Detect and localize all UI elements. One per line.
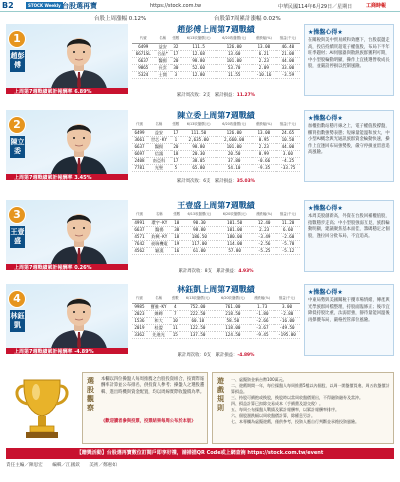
analyst-name: 林鈺凱 (10, 310, 25, 332)
table-cell: 燁輝 (147, 310, 170, 317)
table-cell: 2019 (132, 324, 147, 331)
table-cell: -5.12 (276, 247, 300, 254)
table-cell: 126.00 (216, 129, 252, 136)
table-cell: 124.50 (215, 331, 250, 338)
table-cell: -2.56 (252, 240, 276, 247)
table-cell: 環宇-KY (147, 219, 172, 226)
table-cell: 南亞科 (147, 157, 171, 164)
table-cell: 114.00 (217, 240, 252, 247)
table-cell: 13.00 (252, 129, 276, 136)
table-cell: -2.80 (274, 310, 300, 317)
col-header: 6/20收盤價(元) (216, 121, 252, 129)
table-cell: 2.23 (252, 143, 276, 150)
portfolio-table (132, 200, 300, 276)
table-cell: 12.80 (181, 71, 217, 78)
table-cell: 和大 (147, 317, 170, 324)
rules-title: 遊戲規則 (217, 377, 224, 412)
credit-art: 美術／鄭惠如 (89, 463, 117, 468)
table-cell: -3.49 (252, 233, 276, 240)
col-header: 6/20收盤價(元) (216, 35, 252, 43)
return-banner: 上周第7週戰績累計報酬率 3.45% (6, 174, 128, 180)
table-cell: -10.16 (252, 71, 276, 78)
table-row (132, 310, 300, 317)
table-cell: 54.10 (216, 164, 252, 171)
strategy-note (304, 110, 394, 182)
table-cell: 37.80 (216, 157, 252, 164)
table-row (132, 157, 300, 164)
col-header: 代號 (132, 295, 147, 303)
table-cell: 11 (170, 324, 180, 331)
table-cell: 2,635.00 (181, 136, 217, 143)
person-portrait (44, 30, 114, 94)
table-cell: 122.50 (180, 324, 215, 331)
rank-badge: 2 (8, 116, 26, 134)
table-cell: 20 (171, 143, 181, 150)
table-cell: 2.23 (252, 57, 276, 64)
table-cell: 6671SL (132, 50, 155, 57)
return-banner: 上周第7週戰績累計報酬率 -4.89% (6, 348, 128, 354)
table-cell: 世芯-KY (147, 136, 171, 143)
table-cell: 32 (171, 43, 181, 50)
table-cell: -2.66 (250, 317, 274, 324)
credits (6, 462, 125, 468)
table-cell: 3.60 (276, 150, 300, 157)
table-cell: 24.65 (276, 129, 300, 136)
table-cell: 222.50 (180, 310, 215, 317)
table-cell: 10 (172, 219, 182, 226)
table-row (132, 240, 300, 247)
table-cell: -3.67 (250, 324, 274, 331)
rule-item: 四、損益計算已扣除交易成本（手續費及證交稅）。 (231, 401, 323, 406)
table-cell: 17 (171, 50, 181, 57)
rank-badge: 4 (8, 290, 26, 308)
table-cell: 137.50 (180, 331, 215, 338)
analyst-photo (6, 200, 128, 270)
col-header: 6/13收盤價(元) (181, 121, 217, 129)
table-cell: -1.80 (250, 310, 274, 317)
table-header-row (132, 211, 300, 219)
index-cumulative: 台股第7周累計漲幅 0.02% (214, 16, 281, 22)
table-row (132, 317, 300, 324)
table-row (132, 331, 300, 338)
table-row (132, 226, 300, 233)
table-row (132, 324, 300, 331)
table-cell: 752.00 (180, 303, 215, 310)
analyst-card (6, 200, 394, 276)
table-row (132, 143, 300, 150)
page-number: B2 (2, 1, 14, 10)
table-cell: 益安 (155, 43, 171, 50)
table-cell: 7642 (132, 240, 147, 247)
table-cell: 光聖 (147, 164, 171, 171)
col-header: 張數 (171, 35, 181, 43)
observer-title: 選股觀察 (87, 377, 94, 412)
table-cell: 101.00 (216, 57, 252, 64)
table-cell: 4571 (132, 233, 147, 240)
table-header-row (132, 121, 300, 129)
rule-item: 一、虛擬資金新台幣100萬元。 (231, 377, 287, 382)
table-cell: 鈞興-KY (147, 233, 172, 240)
portfolio-table (132, 284, 300, 360)
col-header: 漲跌幅(%) (252, 35, 276, 43)
col-header: 代號 (132, 211, 147, 219)
table-cell: 17 (171, 157, 181, 164)
col-header: 張數 (170, 295, 180, 303)
col-header: 6/13收盤價(元) (182, 211, 217, 219)
table-cell: 90.30 (182, 219, 217, 226)
analyst-name: 王壹盛 (10, 226, 25, 248)
table-summary: 累計周次收：2支 累計損益：11.27% (176, 93, 256, 98)
table-cell: 0.99 (252, 150, 276, 157)
table-cell: 7 (170, 310, 180, 317)
portfolio-table (132, 110, 300, 186)
table-cell: 3661 (132, 136, 147, 143)
table-cell: 寶雅-KY (147, 303, 170, 310)
table-cell: 6637 (132, 143, 147, 150)
promo-banner[interactable]: 【贈獎活動】台股選再寶數位訂閱戶即享好禮，請掃描QR Code或上網查詢 https://stock.com.tw/event (6, 448, 394, 459)
rank-badge: 1 (8, 30, 26, 48)
table-cell: 17 (171, 129, 181, 136)
table-cell: 士開 (155, 71, 171, 78)
table-cell: 醫揚 (147, 226, 172, 233)
table-cell: 13.00 (252, 43, 276, 50)
col-header: 6/13收盤價(元) (180, 295, 215, 303)
table-cell: 信鴻 (147, 150, 171, 157)
table-header-row (132, 295, 300, 303)
observer-highlight: 《歡迎讀者參與投票，投票結果每周公布於本版》 (101, 419, 196, 424)
strategy-note (304, 24, 394, 96)
col-header: 損益(千元) (276, 35, 300, 43)
table-cell: 21.08 (276, 50, 300, 57)
table-cell: 2.23 (252, 226, 276, 233)
table-cell: -49.50 (274, 324, 300, 331)
trophy-image (6, 372, 78, 444)
table-cell: 先進光 (147, 331, 170, 338)
person-portrait (44, 290, 114, 354)
table-cell: 5324 (132, 71, 155, 78)
analyst-card (6, 284, 394, 360)
table-cell: 穎漢 (147, 247, 172, 254)
col-header: 損益(千元) (276, 121, 300, 129)
rank-badge: 3 (8, 206, 26, 224)
col-header: 損益(千元) (274, 295, 300, 303)
table-cell: 20.30 (181, 150, 217, 157)
cumulative-return: 4.93% (238, 269, 254, 274)
table-cell: 6637 (132, 57, 155, 64)
table-cell: 761.00 (215, 303, 250, 310)
table-cell: 1.73 (250, 303, 274, 310)
table-cell: 4 (170, 303, 180, 310)
analyst-card (6, 24, 394, 100)
table-cell: -9.45 (250, 331, 274, 338)
col-header: 漲跌幅(%) (252, 211, 276, 219)
return-banner: 上周第7週戰績累計報酬率 6.89% (6, 88, 128, 94)
note-title: ★操盤心得★ (308, 115, 343, 122)
table-cell: 15 (170, 331, 180, 338)
table-cell: -195.00 (274, 331, 300, 338)
table-title: 林鈺凱上周第7週戰績 (177, 285, 255, 294)
table-cell: 4562 (132, 247, 147, 254)
person-portrait (44, 206, 114, 270)
table-cell: 101.00 (216, 143, 252, 150)
table-cell: 126.00 (216, 43, 252, 50)
table-cell: 218.50 (215, 310, 250, 317)
table-cell: 合晶* (155, 50, 171, 57)
col-header: 損益(千元) (276, 211, 300, 219)
note-text: 本周美股創新高，外資在台股回補權值股，指數穩步走高；中小型股強弱互見，族群輪動明顯，建議聚焦基本面佳、籌碼穩定之個股，逢拉回分批布局，不宜追高。 (308, 214, 390, 239)
table-cell: 9865 (132, 64, 155, 71)
table-cell: 11.20 (276, 219, 300, 226)
rule-item: 二、遊戲期間一年，每位操盤人每周推薦5檔以內個股，以周一開盤價買進、周五收盤價計算損益。 (231, 383, 390, 394)
table-cell: 醫揚 (155, 57, 171, 64)
table-cell: -0.66 (252, 157, 276, 164)
table-cell: 44.00 (276, 143, 300, 150)
table-cell: -2.60 (276, 233, 300, 240)
note-text: 中東局勢與美國關稅干擾市場情緒，傳產與光學族群回檔整理，持股面臨修正；後市宜降低持股比重，汰弱留強，靜待量能回溫後再擇優布局，嚴格控管部位風險。 (308, 298, 390, 323)
table-cell: 10.50 (276, 136, 300, 143)
table-cell: -16.00 (274, 317, 300, 324)
rule-item: 六、個股漲跌幅以周收盤價計算，除權息另計。 (231, 413, 315, 418)
table-cell: 6637 (132, 226, 147, 233)
table-cell: 98.80 (181, 57, 217, 64)
table-cell: 2,660.00 (216, 136, 252, 143)
analyst-card (6, 110, 394, 186)
analyst-name: 陳立委 (10, 136, 25, 158)
table-cell: 12.40 (252, 219, 276, 226)
col-header: 名稱 (147, 295, 170, 303)
rule-item: 五、每周公布操盤人戰績及累計報酬率，以累計報酬率排序。 (231, 407, 339, 412)
table-summary: 累計周次收：0支 累計損益：-4.89% (177, 353, 255, 358)
strategy-note (304, 284, 394, 356)
rule-item: 三、持股可續抱或換股，換股時以當周收盤價賣出，不得融資融券及當沖。 (231, 395, 363, 400)
col-header: 6/20收盤價(元) (215, 295, 250, 303)
observer-text: 本欄以四位操盤人每周推薦之台股投資組合，按實際報酬率計算並公布排名，供投資人參考；操盤人之選股邏輯、進出時機與資金配置，均以周線實際收盤價為準。 (101, 377, 205, 395)
note-text: 在關稅與美中貿易緩和效應下，台股震盪走高，投信持續買超電子權值股，布局下半年旺季題材；AI伺服器與散熱族群獲利可期，中小型股輪動明顯，操作上宜挑選營收成長股，並嚴設停損以控制風險。 (308, 38, 390, 70)
table-title: 王壹盛上周第7週戰績 (177, 201, 255, 210)
table-cell: 118.00 (215, 324, 250, 331)
table-row (132, 136, 300, 143)
table-cell: 16 (172, 247, 182, 254)
credit-editor: 責任主編／陳思宏 (6, 463, 43, 468)
portfolio-table (132, 24, 300, 100)
table-cell: 桂盟 (147, 324, 170, 331)
table-row (132, 57, 300, 64)
table-row (132, 303, 300, 310)
table-cell: 53.70 (216, 64, 252, 71)
table-cell: 3 (171, 71, 181, 78)
note-title: ★操盤心得★ (308, 289, 343, 296)
table-cell: 6.21 (252, 50, 276, 57)
table-cell: 186.50 (182, 233, 217, 240)
site-url[interactable]: https://stock.com.tw (150, 3, 202, 9)
col-header: 代號 (132, 121, 147, 129)
table-cell: 2408 (132, 157, 147, 164)
rules-list (231, 377, 391, 425)
table-cell: 38.05 (181, 157, 217, 164)
table-cell: 33.00 (276, 64, 300, 71)
col-header: 6/13收盤價(元) (181, 35, 217, 43)
table-row (132, 43, 300, 50)
table-cell: 98.80 (181, 143, 217, 150)
table-cell: 58.50 (215, 317, 250, 324)
table-cell: 醫揚 (147, 143, 171, 150)
table-cell: 52.60 (181, 64, 217, 71)
note-title: ★操盤心得★ (308, 29, 343, 36)
table-cell: 3362 (132, 331, 147, 338)
table-row (132, 150, 300, 157)
table-cell: 12.68 (181, 50, 217, 57)
table-cell: 111.50 (181, 129, 217, 136)
table-row (132, 164, 300, 171)
index-weekly: 台股上周漲幅 0.12% (94, 16, 147, 22)
page-header (0, 0, 400, 12)
table-cell: 長雲 (155, 64, 171, 71)
col-header: 漲跌幅(%) (250, 295, 274, 303)
table-cell: 20.50 (216, 150, 252, 157)
table-row (132, 50, 300, 57)
table-cell: 30 (171, 64, 181, 71)
table-cell: 60.10 (180, 317, 215, 324)
col-header: 代號 (132, 35, 155, 43)
table-cell: 5 (171, 164, 181, 171)
table-row (132, 129, 300, 136)
table-summary: 累計周次收：6支 累計損益：35.03% (176, 179, 256, 184)
table-row (132, 71, 300, 78)
table-cell: 3.00 (274, 303, 300, 310)
col-header: 張數 (171, 121, 181, 129)
table-cell: 4991 (132, 219, 147, 226)
table-cell: 7781 (132, 164, 147, 171)
table-cell: 111.5 (181, 43, 217, 50)
table-cell: -9.35 (252, 164, 276, 171)
table-cell: 18 (171, 150, 181, 157)
note-text: 加權指數站穩月線之上，電子權值股撐盤，櫃買指數強勢表態；短線量能溫和放大，中小型AI概念與光通訊族群資金輪動快速，操作上宜逢回布局強勢股，嚴守停損並留意追高風險。 (308, 124, 390, 156)
rules-panel (212, 372, 394, 444)
table-row (132, 64, 300, 71)
table-cell: 19 (172, 240, 182, 247)
table-cell: 44.00 (276, 57, 300, 64)
table-row (132, 233, 300, 240)
table-cell: 6.60 (276, 226, 300, 233)
table-cell: 65.80 (181, 164, 217, 171)
table-cell: 98.80 (182, 226, 217, 233)
table-cell: 2023 (132, 310, 147, 317)
table-cell: 0.95 (252, 136, 276, 143)
col-header: 名稱 (147, 211, 172, 219)
table-cell: 101.50 (217, 219, 252, 226)
table-cell: 180.00 (217, 233, 252, 240)
section-brand: STOCK Weekly (28, 3, 61, 8)
table-row (132, 247, 300, 254)
section-title: 台股選再寶 (62, 2, 97, 10)
table-cell: 1536 (132, 317, 147, 324)
table-summary: 累計周次收：8支 累計損益：4.93% (178, 269, 254, 274)
note-title: ★操盤心得★ (308, 205, 343, 212)
person-portrait (44, 116, 114, 180)
table-cell: -5.70 (276, 240, 300, 247)
cumulative-return: 35.03% (236, 179, 256, 184)
table-cell: 益安 (147, 129, 171, 136)
table-cell: 13.60 (216, 50, 252, 57)
col-header: 張數 (172, 211, 182, 219)
issue-date: 中華民國114年6月29日／星期日 (278, 4, 353, 10)
newspaper-logo: 工商時報 (366, 3, 387, 9)
table-cell: -5.25 (252, 247, 276, 254)
analyst-photo (6, 284, 128, 354)
table-cell: 61.00 (182, 247, 217, 254)
table-title: 陳立委上周第7週戰績 (177, 111, 255, 120)
return-banner: 上周第7週戰績累計報酬率 0.26% (6, 264, 128, 270)
table-cell: 101.00 (217, 226, 252, 233)
table-cell: 117.00 (182, 240, 217, 247)
cumulative-return: -4.89% (237, 353, 255, 358)
col-header: 6/20收盤價(元) (217, 211, 252, 219)
table-cell: -4.25 (276, 157, 300, 164)
rule-item: 七、本專欄為虛擬遊戲，僅供參考，投資人應自行判斷並承擔投資風險。 (231, 419, 359, 424)
table-row (132, 219, 300, 226)
table-cell: 57.80 (217, 247, 252, 254)
table-cell: -33.75 (276, 164, 300, 171)
col-header: 名稱 (155, 35, 171, 43)
table-cell: 9985 (132, 303, 147, 310)
col-header: 名稱 (147, 121, 171, 129)
table-cell: 20 (171, 57, 181, 64)
table-cell: 46.40 (276, 43, 300, 50)
table-cell: 6697 (132, 150, 147, 157)
table-cell: -3.59 (276, 71, 300, 78)
table-cell: 30 (172, 226, 182, 233)
table-cell: 10 (170, 317, 180, 324)
observer-panel (82, 372, 208, 444)
cumulative-return: 11.27% (236, 93, 256, 98)
analyst-name: 趙彭傅 (10, 50, 25, 72)
credit-copy: 編輯／江國欽 (52, 463, 80, 468)
table-header-row (132, 35, 300, 43)
table-cell: 6499 (132, 129, 147, 136)
table-cell: 1 (171, 136, 181, 143)
table-cell: 昶瑞機電 (147, 240, 172, 247)
analyst-photo (6, 24, 128, 94)
table-title: 趙彭傅上周第7週戰績 (177, 25, 255, 34)
table-cell: 11.55 (216, 71, 252, 78)
table-cell: 2.09 (252, 64, 276, 71)
analyst-photo (6, 110, 128, 180)
strategy-note (304, 200, 394, 272)
table-cell: 6499 (132, 43, 155, 50)
col-header: 漲跌幅(%) (252, 121, 276, 129)
table-cell: 18 (172, 233, 182, 240)
